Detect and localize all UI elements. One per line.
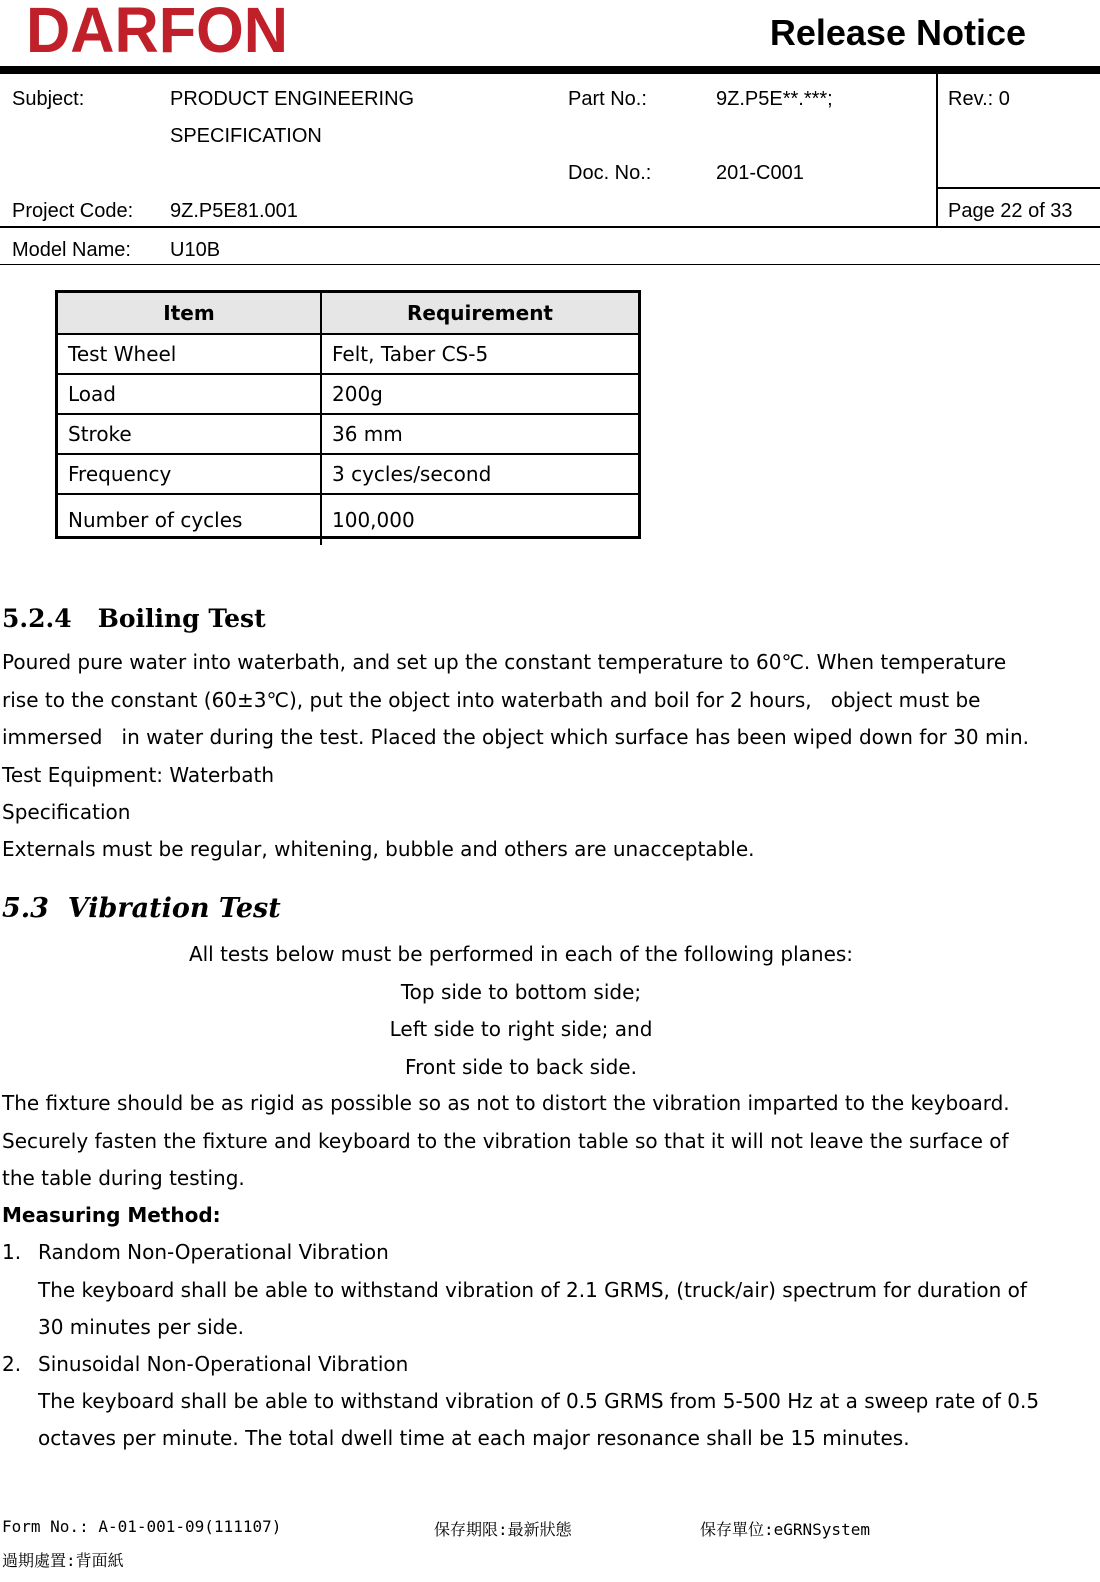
- plane-top-bottom: Top side to bottom side;: [400, 980, 642, 1004]
- section-heading-vibration: 5.3 Vibration Test: [2, 893, 281, 924]
- document-title: Release Notice: [769, 12, 1026, 53]
- table-cell: Frequency: [58, 454, 321, 494]
- model-name-value: U10B: [170, 239, 221, 261]
- revision-label: Rev.: 0: [948, 88, 1010, 110]
- table-row: [58, 454, 638, 494]
- project-code-label: Project Code:: [12, 200, 134, 222]
- plane-left-right: Left side to right side; and: [389, 1017, 653, 1041]
- planes-intro: All tests below must be performed in each of the following planes:: [188, 942, 854, 966]
- header-rule: [0, 66, 1100, 74]
- footer-retention: 保存期限:最新狀態: [434, 1520, 572, 1539]
- subject-label: Subject:: [12, 88, 85, 110]
- project-code-value: 9Z.P5E81.001: [170, 200, 298, 222]
- requirements-table: [55, 290, 641, 539]
- table-header-item: Item: [58, 293, 321, 334]
- plane-front-back: Front side to back side.: [405, 1055, 637, 1079]
- part-no-label: Part No.:: [568, 88, 647, 110]
- page-number: Page 22 of 33: [948, 200, 1073, 222]
- list-item-number-1: 1.: [2, 1240, 22, 1264]
- boiling-equipment: Test Equipment: Waterbath: [2, 763, 274, 787]
- footer-unit: 保存單位:eGRNSystem: [700, 1520, 870, 1539]
- list-item-title-2: Sinusoidal Non-Operational Vibration: [38, 1352, 409, 1376]
- part-no-value: 9Z.P5E**.***;: [716, 88, 833, 110]
- section-heading-boiling: 5.2.4 Boiling Test: [2, 604, 266, 633]
- darfon-logo: [26, 0, 288, 58]
- list-item-number-2: 2.: [2, 1352, 22, 1376]
- list-item-1-line-2: 30 minutes per side.: [38, 1315, 245, 1339]
- table-header-row: [58, 293, 638, 334]
- footer-form-no: Form No.: A-01-001-09(111107): [2, 1517, 282, 1536]
- doc-no-label: Doc. No.:: [568, 162, 652, 184]
- logo-text: DARFON: [26, 0, 288, 58]
- model-name-label: Model Name:: [12, 239, 131, 261]
- fixture-line-1: The fixture should be as rigid as possible so as not to distort the vibration imparted to the keyboard.: [2, 1091, 1010, 1115]
- table-cell: Load: [58, 374, 321, 414]
- subject-value-line1: PRODUCT ENGINEERING: [170, 88, 415, 110]
- doc-no-value: 201-C001: [716, 162, 804, 184]
- boiling-spec-text: Externals must be regular, whitening, bubble and others are unacceptable.: [2, 837, 755, 861]
- table-row: [58, 494, 638, 545]
- table-row: [58, 374, 638, 414]
- boiling-line-3: immersed in water during the test. Placed the object which surface has been wiped down for 30 min.: [2, 725, 1030, 749]
- list-item-title-1: Random Non-Operational Vibration: [38, 1240, 389, 1264]
- table-row: [58, 414, 638, 454]
- subject-value-line2: SPECIFICATION: [170, 125, 322, 147]
- list-item-1-line-1: The keyboard shall be able to withstand vibration of 2.1 GRMS, (truck/air) spectrum for duration of: [38, 1278, 1027, 1302]
- table-cell: 100,000: [321, 494, 638, 545]
- list-item-2-line-1: The keyboard shall be able to withstand vibration of 0.5 GRMS from 5-500 Hz at a sweep rate of 0.5: [38, 1389, 1040, 1413]
- table-row: [58, 334, 638, 374]
- table-header-requirement: Requirement: [321, 293, 638, 334]
- fixture-line-2: Securely fasten the fixture and keyboard to the vibration table so that it will not leave the surface of: [2, 1129, 1009, 1153]
- table-cell: Test Wheel: [58, 334, 321, 374]
- fixture-line-3: the table during testing.: [2, 1166, 245, 1190]
- table-cell: Stroke: [58, 414, 321, 454]
- boiling-line-2: rise to the constant (60±3℃), put the object into waterbath and boil for 2 hours, object must be: [2, 688, 981, 712]
- rev-column-divider: [936, 74, 938, 228]
- table-cell: 3 cycles/second: [321, 454, 638, 494]
- table-cell: Number of cycles: [58, 494, 321, 545]
- table-cell: 36 mm: [321, 414, 638, 454]
- footer-expiry: 過期處置:背面紙: [2, 1551, 124, 1570]
- list-item-2-line-2: octaves per minute. The total dwell time at each major resonance shall be 15 minutes.: [38, 1426, 910, 1450]
- table-cell: 200g: [321, 374, 638, 414]
- table-cell: Felt, Taber CS-5: [321, 334, 638, 374]
- boiling-spec-label: Specification: [2, 800, 131, 824]
- measuring-method-label: Measuring Method:: [2, 1203, 221, 1227]
- header-divider-1: [0, 226, 1100, 228]
- header-divider-2: [0, 264, 1100, 265]
- boiling-line-1: Poured pure water into waterbath, and set up the constant temperature to 60℃. When temperature: [2, 650, 1007, 674]
- rev-box-divider: [936, 187, 1100, 189]
